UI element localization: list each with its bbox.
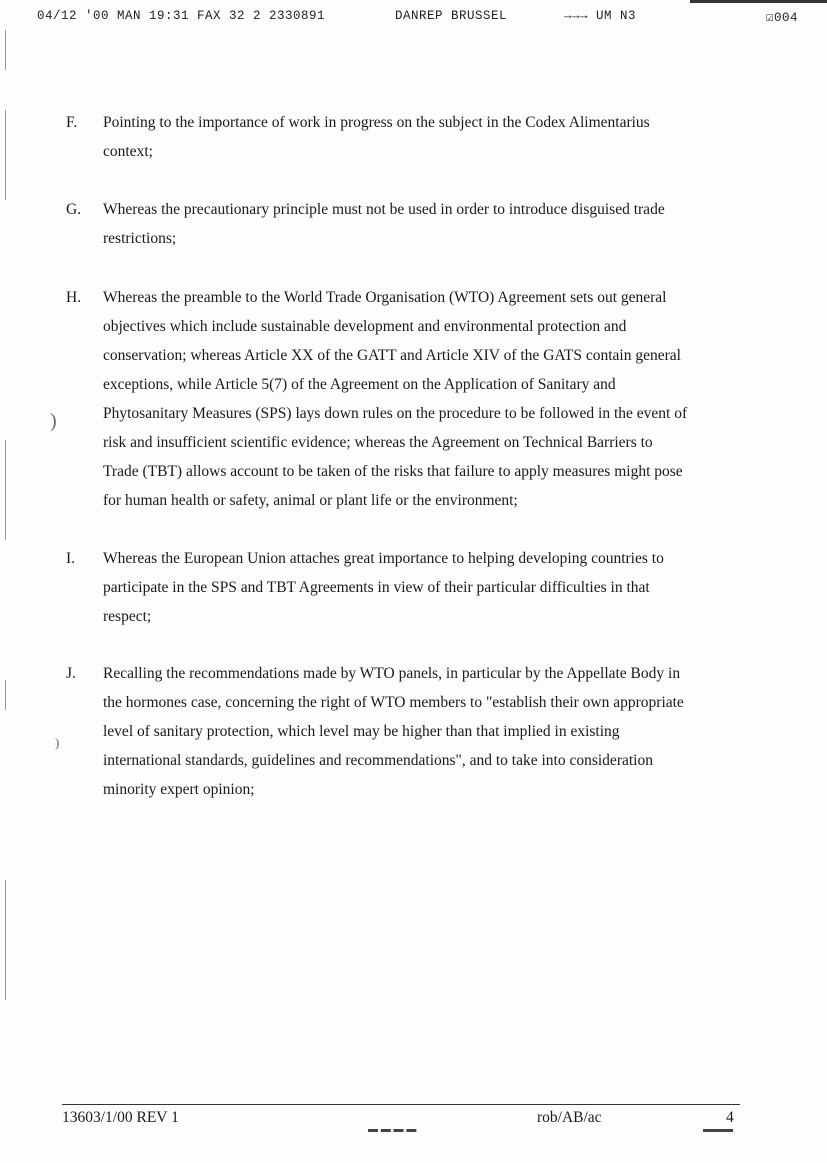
text-line: exceptions, while Article 5(7) of the Agreement on the Application of Sanitary and [103,376,616,393]
text-line: minority expert opinion; [103,781,255,798]
paragraph-letter: H. [66,289,82,306]
text-line: Pointing to the importance of work in progress on the subject in the Codex Alimentarius [103,114,650,131]
scan-edge-rule [690,0,827,3]
scan-edge-line [5,880,6,1000]
paragraph-letter: J. [66,665,76,682]
scan-edge-line [5,110,6,200]
text-line: Trade (TBT) allows account to be taken of the risks that failure to apply measures might pose [103,463,683,480]
text-line: for human health or safety, animal or plant life or the environment; [103,492,518,509]
paragraph-text [103,108,753,166]
paragraph-letter: G. [66,201,82,218]
text-line: Phytosanitary Measures (SPS) lays down rules on the procedure to be followed in the event of [103,405,688,422]
text-line: respect; [103,608,152,625]
text-line: the hormones case, concerning the right of WTO members to "establish their own appropriate [103,694,684,711]
paragraph-letter: I. [66,550,76,567]
text-line: level of sanitary protection, which level may be higher than that implied in existing [103,723,620,740]
paragraph-text [103,544,753,631]
scan-artifact: ▬ ▬ ▬ ▬ [368,1124,417,1135]
text-line: context; [103,143,153,160]
fax-datetime: 04/12 '00 MAN 19:31 FAX 32 2 2330891 [37,9,326,23]
text-line: conservation; whereas Article XX of the GATT and Article XIV of the GATS contain general [103,347,681,364]
document-reference: 13603/1/00 REV 1 [62,1109,179,1126]
scan-edge-line [5,680,6,710]
text-line: Whereas the precautionary principle must not be used in order to introduce disguised trade [103,201,665,218]
scan-edge-line [5,440,6,540]
paragraph-text [103,195,753,253]
fax-sender: DANREP BRUSSEL [395,9,508,23]
text-line: participate in the SPS and TBT Agreements in view of their particular difficulties in that [103,579,650,596]
fax-route: →→→ UM N3 [564,9,637,23]
text-line: risk and insufficient scientific evidence; whereas the Agreement on Technical Barriers to [103,434,653,451]
author-initials: rob/AB/ac [537,1109,602,1126]
paragraph-text [103,659,753,804]
paragraph-letter: F. [66,114,78,131]
hole-punch-mark: ) [50,410,57,432]
text-line: international standards, guidelines and recommendations", and to take into consideration [103,752,653,769]
page-number: 4 [726,1109,734,1126]
text-line: Whereas the European Union attaches great importance to helping developing countries to [103,550,664,567]
fax-header [0,9,827,29]
scan-artifact: ▬▬▬ [703,1124,733,1135]
scan-edge-line [5,30,6,70]
text-line: restrictions; [103,230,177,247]
fax-page-marker: ☑004 [766,11,799,25]
text-line: Whereas the preamble to the World Trade Organisation (WTO) Agreement sets out general [103,289,667,306]
paragraph-text [103,283,753,515]
footer-rule [62,1104,740,1105]
text-line: objectives which include sustainable development and environmental protection and [103,318,627,335]
text-line: Recalling the recommendations made by WTO panels, in particular by the Appellate Body in [103,665,681,682]
hole-punch-mark: ) [55,735,60,750]
